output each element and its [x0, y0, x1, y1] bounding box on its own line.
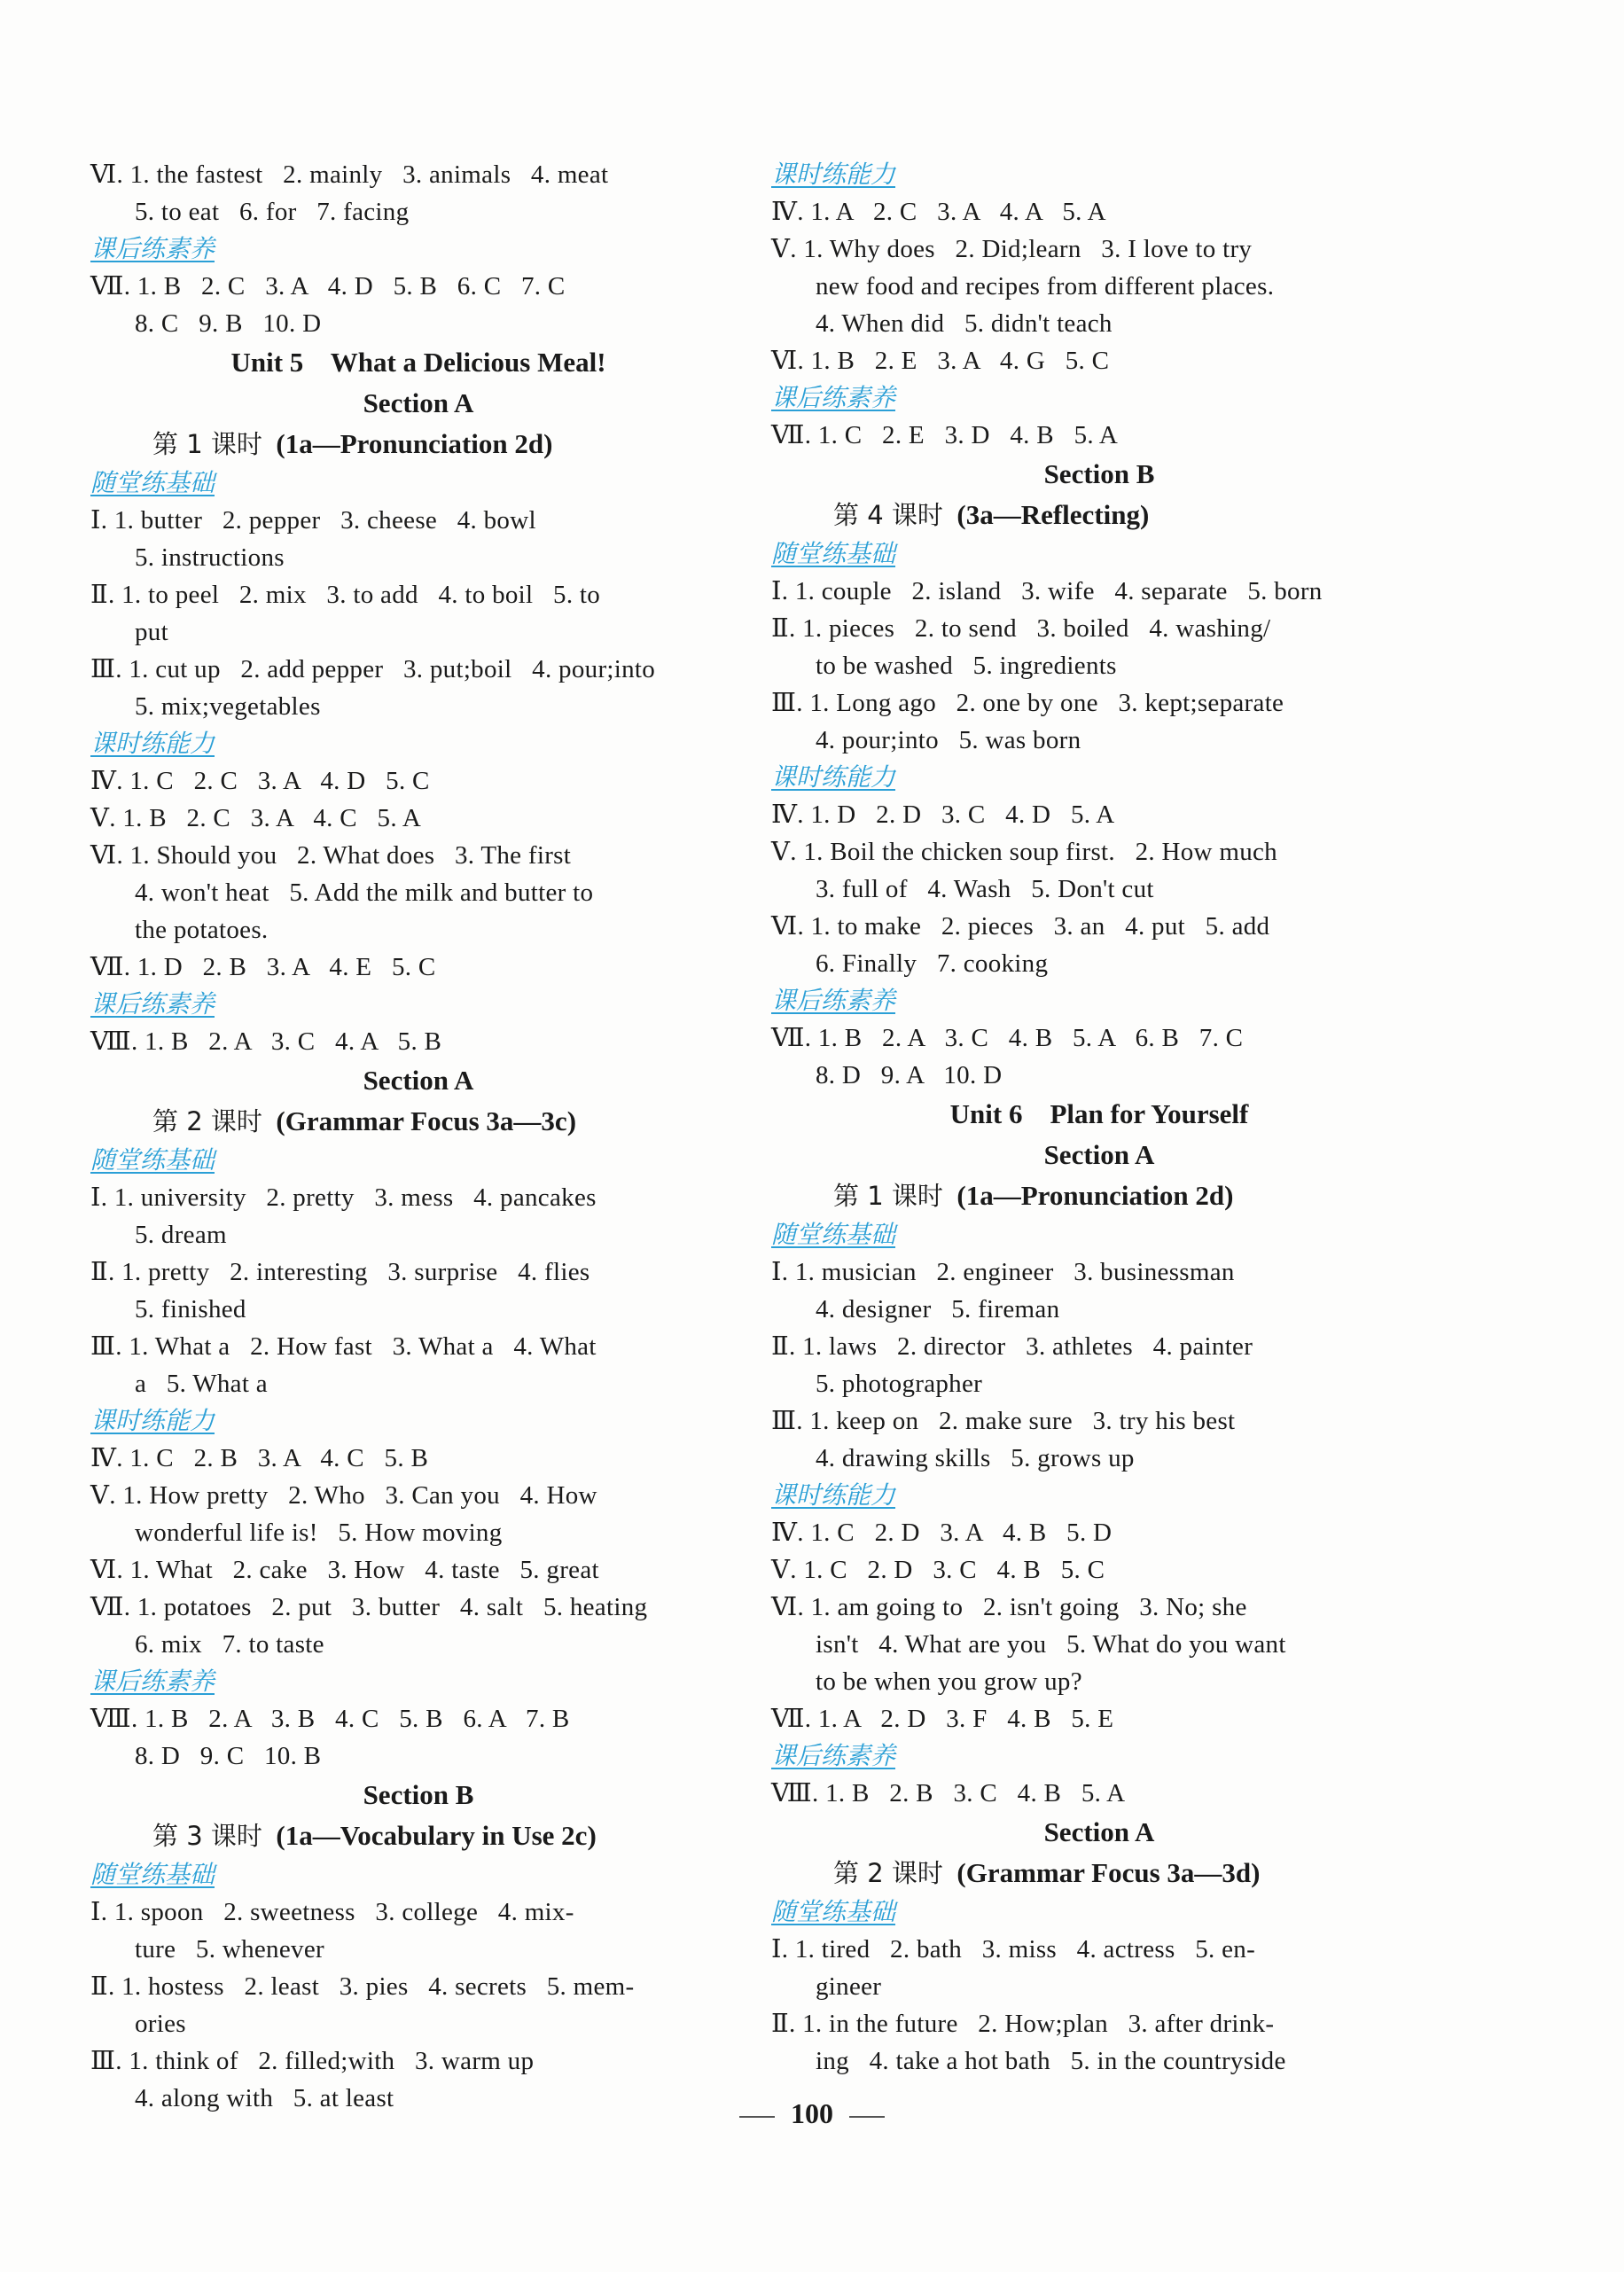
section-heading: Section A: [363, 1065, 474, 1096]
answer-line: Ⅰ. 1. spoon 2. sweetness 3. college 4. mix-: [90, 1898, 574, 1926]
lesson-range: (3a—Reflecting): [942, 499, 1150, 530]
page-number: 100: [791, 2097, 833, 2129]
section-heading: Unit 6 Plan for Yourself: [949, 1098, 1249, 1129]
answer-line-continued: 4. won't heat 5. Add the milk and butter to: [135, 878, 594, 907]
section-category-label: 随堂练基础: [90, 1860, 215, 1889]
answer-line-continued: 8. C 9. B 10. D: [135, 309, 322, 338]
answer-line-continued: 3. full of 4. Wash 5. Don't cut: [816, 875, 1154, 903]
answer-line: Ⅲ. 1. keep on 2. make sure 3. try his best: [771, 1407, 1236, 1435]
answer-line: Ⅳ. 1. D 2. D 3. C 4. D 5. A: [771, 800, 1115, 829]
answer-line-continued: 5. instructions: [135, 543, 285, 572]
answer-line-continued: ture 5. whenever: [135, 1935, 324, 1964]
lesson-number: 第 3 课时: [152, 1821, 262, 1851]
answer-line: Ⅱ. 1. pieces 2. to send 3. boiled 4. washing/: [771, 614, 1271, 643]
answer-line: Ⅴ. 1. Why does 2. Did;learn 3. I love to try: [771, 235, 1253, 263]
answer-line-continued: 5. mix;vegetables: [135, 692, 321, 721]
section-category-label: 课后练素养: [90, 989, 215, 1019]
section-category-label: 随堂练基础: [90, 468, 215, 497]
answer-line: Ⅵ. 1. am going to 2. isn't going 3. No; she: [771, 1593, 1247, 1621]
answer-line: Ⅲ. 1. Long ago 2. one by one 3. kept;separate: [771, 689, 1284, 717]
answer-line: Ⅵ. 1. B 2. E 3. A 4. G 5. C: [771, 347, 1110, 375]
section-heading: Section A: [363, 387, 474, 418]
answer-line-continued: a 5. What a: [135, 1370, 268, 1398]
section-category-label: 课时练能力: [771, 1480, 896, 1510]
answer-line: Ⅶ. 1. potatoes 2. put 3. butter 4. salt 5. heating: [90, 1593, 648, 1621]
section-category-label: 课时练能力: [771, 160, 896, 189]
section-category-label: 课后练素养: [771, 986, 896, 1015]
answer-line-continued: put: [135, 618, 168, 646]
lesson-range: (1a—Vocabulary in Use 2c): [262, 1820, 597, 1851]
lesson-number: 第 2 课时: [833, 1858, 943, 1888]
answer-line: Ⅴ. 1. B 2. C 3. A 4. C 5. A: [90, 804, 422, 832]
section-category-label: 课时练能力: [771, 762, 896, 792]
answer-line: Ⅰ. 1. tired 2. bath 3. miss 4. actress 5. en-: [771, 1935, 1256, 1964]
section-category-label: 随堂练基础: [771, 1897, 896, 1926]
answer-line: Ⅴ. 1. Boil the chicken soup first. 2. How much: [771, 838, 1277, 866]
answer-line-continued: isn't 4. What are you 5. What do you want: [816, 1630, 1286, 1659]
answer-line: Ⅶ. 1. C 2. E 3. D 4. B 5. A: [771, 421, 1119, 449]
answer-line: Ⅷ. 1. B 2. A 3. C 4. A 5. B: [90, 1027, 442, 1056]
lesson-heading: [90, 1101, 746, 1142]
answer-line: Ⅶ. 1. B 2. C 3. A 4. D 5. B 6. C 7. C: [90, 272, 566, 301]
answer-line: Ⅰ. 1. university 2. pretty 3. mess 4. pancakes: [90, 1183, 597, 1212]
answer-line: Ⅱ. 1. to peel 2. mix 3. to add 4. to boil 5. to: [90, 581, 601, 609]
lesson-range: (1a—Pronunciation 2d): [942, 1180, 1234, 1211]
answer-line-continued: new food and recipes from different places.: [816, 272, 1275, 301]
answer-line: Ⅵ. 1. to make 2. pieces 3. an 4. put 5. add: [771, 912, 1270, 941]
answer-line-continued: ing 4. take a hot bath 5. in the countryside: [816, 2047, 1286, 2075]
lesson-range: (Grammar Focus 3a—3d): [942, 1857, 1261, 1888]
answer-line: Ⅳ. 1. C 2. D 3. A 4. B 5. D: [771, 1519, 1113, 1547]
footer-dash-right: [849, 2116, 885, 2118]
answer-line: Ⅱ. 1. hostess 2. least 3. pies 4. secrets 5. mem-: [90, 1972, 635, 2001]
section-category-label: 课时练能力: [90, 729, 215, 758]
answer-line-continued: the potatoes.: [135, 916, 269, 944]
lesson-heading: [771, 495, 1427, 535]
section-heading: Section A: [1043, 1816, 1155, 1847]
answer-line-continued: 5. finished: [135, 1295, 246, 1323]
section-category-label: 随堂练基础: [771, 1220, 896, 1249]
answer-line-continued: 5. dream: [135, 1221, 227, 1249]
section-category-label: 课后练素养: [90, 1667, 215, 1696]
lesson-heading: [90, 1815, 746, 1856]
answer-line: Ⅳ. 1. C 2. C 3. A 4. D 5. C: [90, 767, 430, 795]
answer-line-continued: 4. When did 5. didn't teach: [816, 309, 1113, 338]
answer-line: Ⅳ. 1. C 2. B 3. A 4. C 5. B: [90, 1444, 429, 1472]
answer-line-continued: 4. designer 5. fireman: [816, 1295, 1060, 1323]
answer-line-continued: 8. D 9. C 10. B: [135, 1742, 322, 1770]
section-category-label: 课时练能力: [90, 1406, 215, 1435]
left-column: [90, 156, 746, 2117]
section-heading: Section A: [1043, 1139, 1155, 1170]
lesson-range: (1a—Pronunciation 2d): [262, 428, 553, 459]
answer-line-continued: 8. D 9. A 10. D: [816, 1061, 1003, 1089]
answer-line: Ⅰ. 1. couple 2. island 3. wife 4. separate 5. born: [771, 577, 1323, 605]
section-category-label: 课后练素养: [90, 234, 215, 263]
right-column: [771, 156, 1427, 2080]
answer-line: Ⅰ. 1. butter 2. pepper 3. cheese 4. bowl: [90, 506, 536, 535]
answer-line: Ⅲ. 1. think of 2. filled;with 3. warm up: [90, 2047, 535, 2075]
answer-line-continued: 5. to eat 6. for 7. facing: [135, 198, 410, 226]
section-heading: Unit 5 What a Delicious Meal!: [230, 347, 606, 378]
lesson-number: 第 1 课时: [152, 429, 262, 459]
section-heading: Section B: [363, 1779, 474, 1810]
lesson-number: 第 1 课时: [833, 1181, 943, 1211]
answer-line: Ⅴ. 1. C 2. D 3. C 4. B 5. C: [771, 1556, 1105, 1584]
section-heading: Section B: [1043, 458, 1155, 489]
answer-line: Ⅴ. 1. How pretty 2. Who 3. Can you 4. How: [90, 1481, 597, 1510]
answer-line: Ⅵ. 1. the fastest 2. mainly 3. animals 4. meat: [90, 160, 609, 189]
answer-line-continued: 6. Finally 7. cooking: [816, 949, 1049, 978]
page-number-footer: [0, 2097, 1624, 2130]
lesson-number: 第 2 课时: [152, 1106, 262, 1136]
answer-line: Ⅵ. 1. What 2. cake 3. How 4. taste 5. great: [90, 1556, 599, 1584]
lesson-heading: [90, 424, 746, 465]
answer-line: Ⅶ. 1. B 2. A 3. C 4. B 5. A 6. B 7. C: [771, 1024, 1244, 1052]
section-category-label: 随堂练基础: [771, 539, 896, 568]
section-category-label: 课后练素养: [771, 383, 896, 412]
answer-line: Ⅱ. 1. laws 2. director 3. athletes 4. painter: [771, 1332, 1253, 1361]
lesson-heading: [771, 1175, 1427, 1216]
answer-line-continued: to be when you grow up?: [816, 1667, 1082, 1696]
lesson-heading: [771, 1853, 1427, 1893]
answer-line-continued: 4. along with 5. at least: [135, 2084, 394, 2112]
answer-line: Ⅶ. 1. D 2. B 3. A 4. E 5. C: [90, 953, 436, 981]
answer-line-continued: wonderful life is! 5. How moving: [135, 1519, 503, 1547]
answer-line-continued: 4. drawing skills 5. grows up: [816, 1444, 1135, 1472]
lesson-range: (Grammar Focus 3a—3c): [262, 1105, 577, 1136]
answer-line-continued: to be washed 5. ingredients: [816, 652, 1117, 680]
answer-line: Ⅷ. 1. B 2. B 3. C 4. B 5. A: [771, 1779, 1126, 1807]
section-category-label: 课后练素养: [771, 1741, 896, 1770]
answer-line-continued: 5. photographer: [816, 1370, 983, 1398]
answer-line-continued: gineer: [816, 1972, 882, 2001]
answer-line: Ⅱ. 1. in the future 2. How;plan 3. after drink-: [771, 2010, 1275, 2038]
answer-line: Ⅵ. 1. Should you 2. What does 3. The first: [90, 841, 572, 870]
answer-line: Ⅲ. 1. cut up 2. add pepper 3. put;boil 4. pour;into: [90, 655, 656, 683]
answer-line: Ⅳ. 1. A 2. C 3. A 4. A 5. A: [771, 198, 1106, 226]
answer-line: Ⅰ. 1. musician 2. engineer 3. businessman: [771, 1258, 1235, 1286]
answer-line: Ⅲ. 1. What a 2. How fast 3. What a 4. What: [90, 1332, 597, 1361]
answer-line-continued: 4. pour;into 5. was born: [816, 726, 1081, 754]
section-category-label: 随堂练基础: [90, 1145, 215, 1175]
footer-dash-left: [739, 2116, 775, 2118]
answer-line: Ⅶ. 1. A 2. D 3. F 4. B 5. E: [771, 1705, 1114, 1733]
answer-line-continued: ories: [135, 2010, 186, 2038]
answer-line: Ⅷ. 1. B 2. A 3. B 4. C 5. B 6. A 7. B: [90, 1705, 570, 1733]
answer-line: Ⅱ. 1. pretty 2. interesting 3. surprise 4. flies: [90, 1258, 590, 1286]
answer-line-continued: 6. mix 7. to taste: [135, 1630, 324, 1659]
lesson-number: 第 4 课时: [833, 500, 943, 530]
